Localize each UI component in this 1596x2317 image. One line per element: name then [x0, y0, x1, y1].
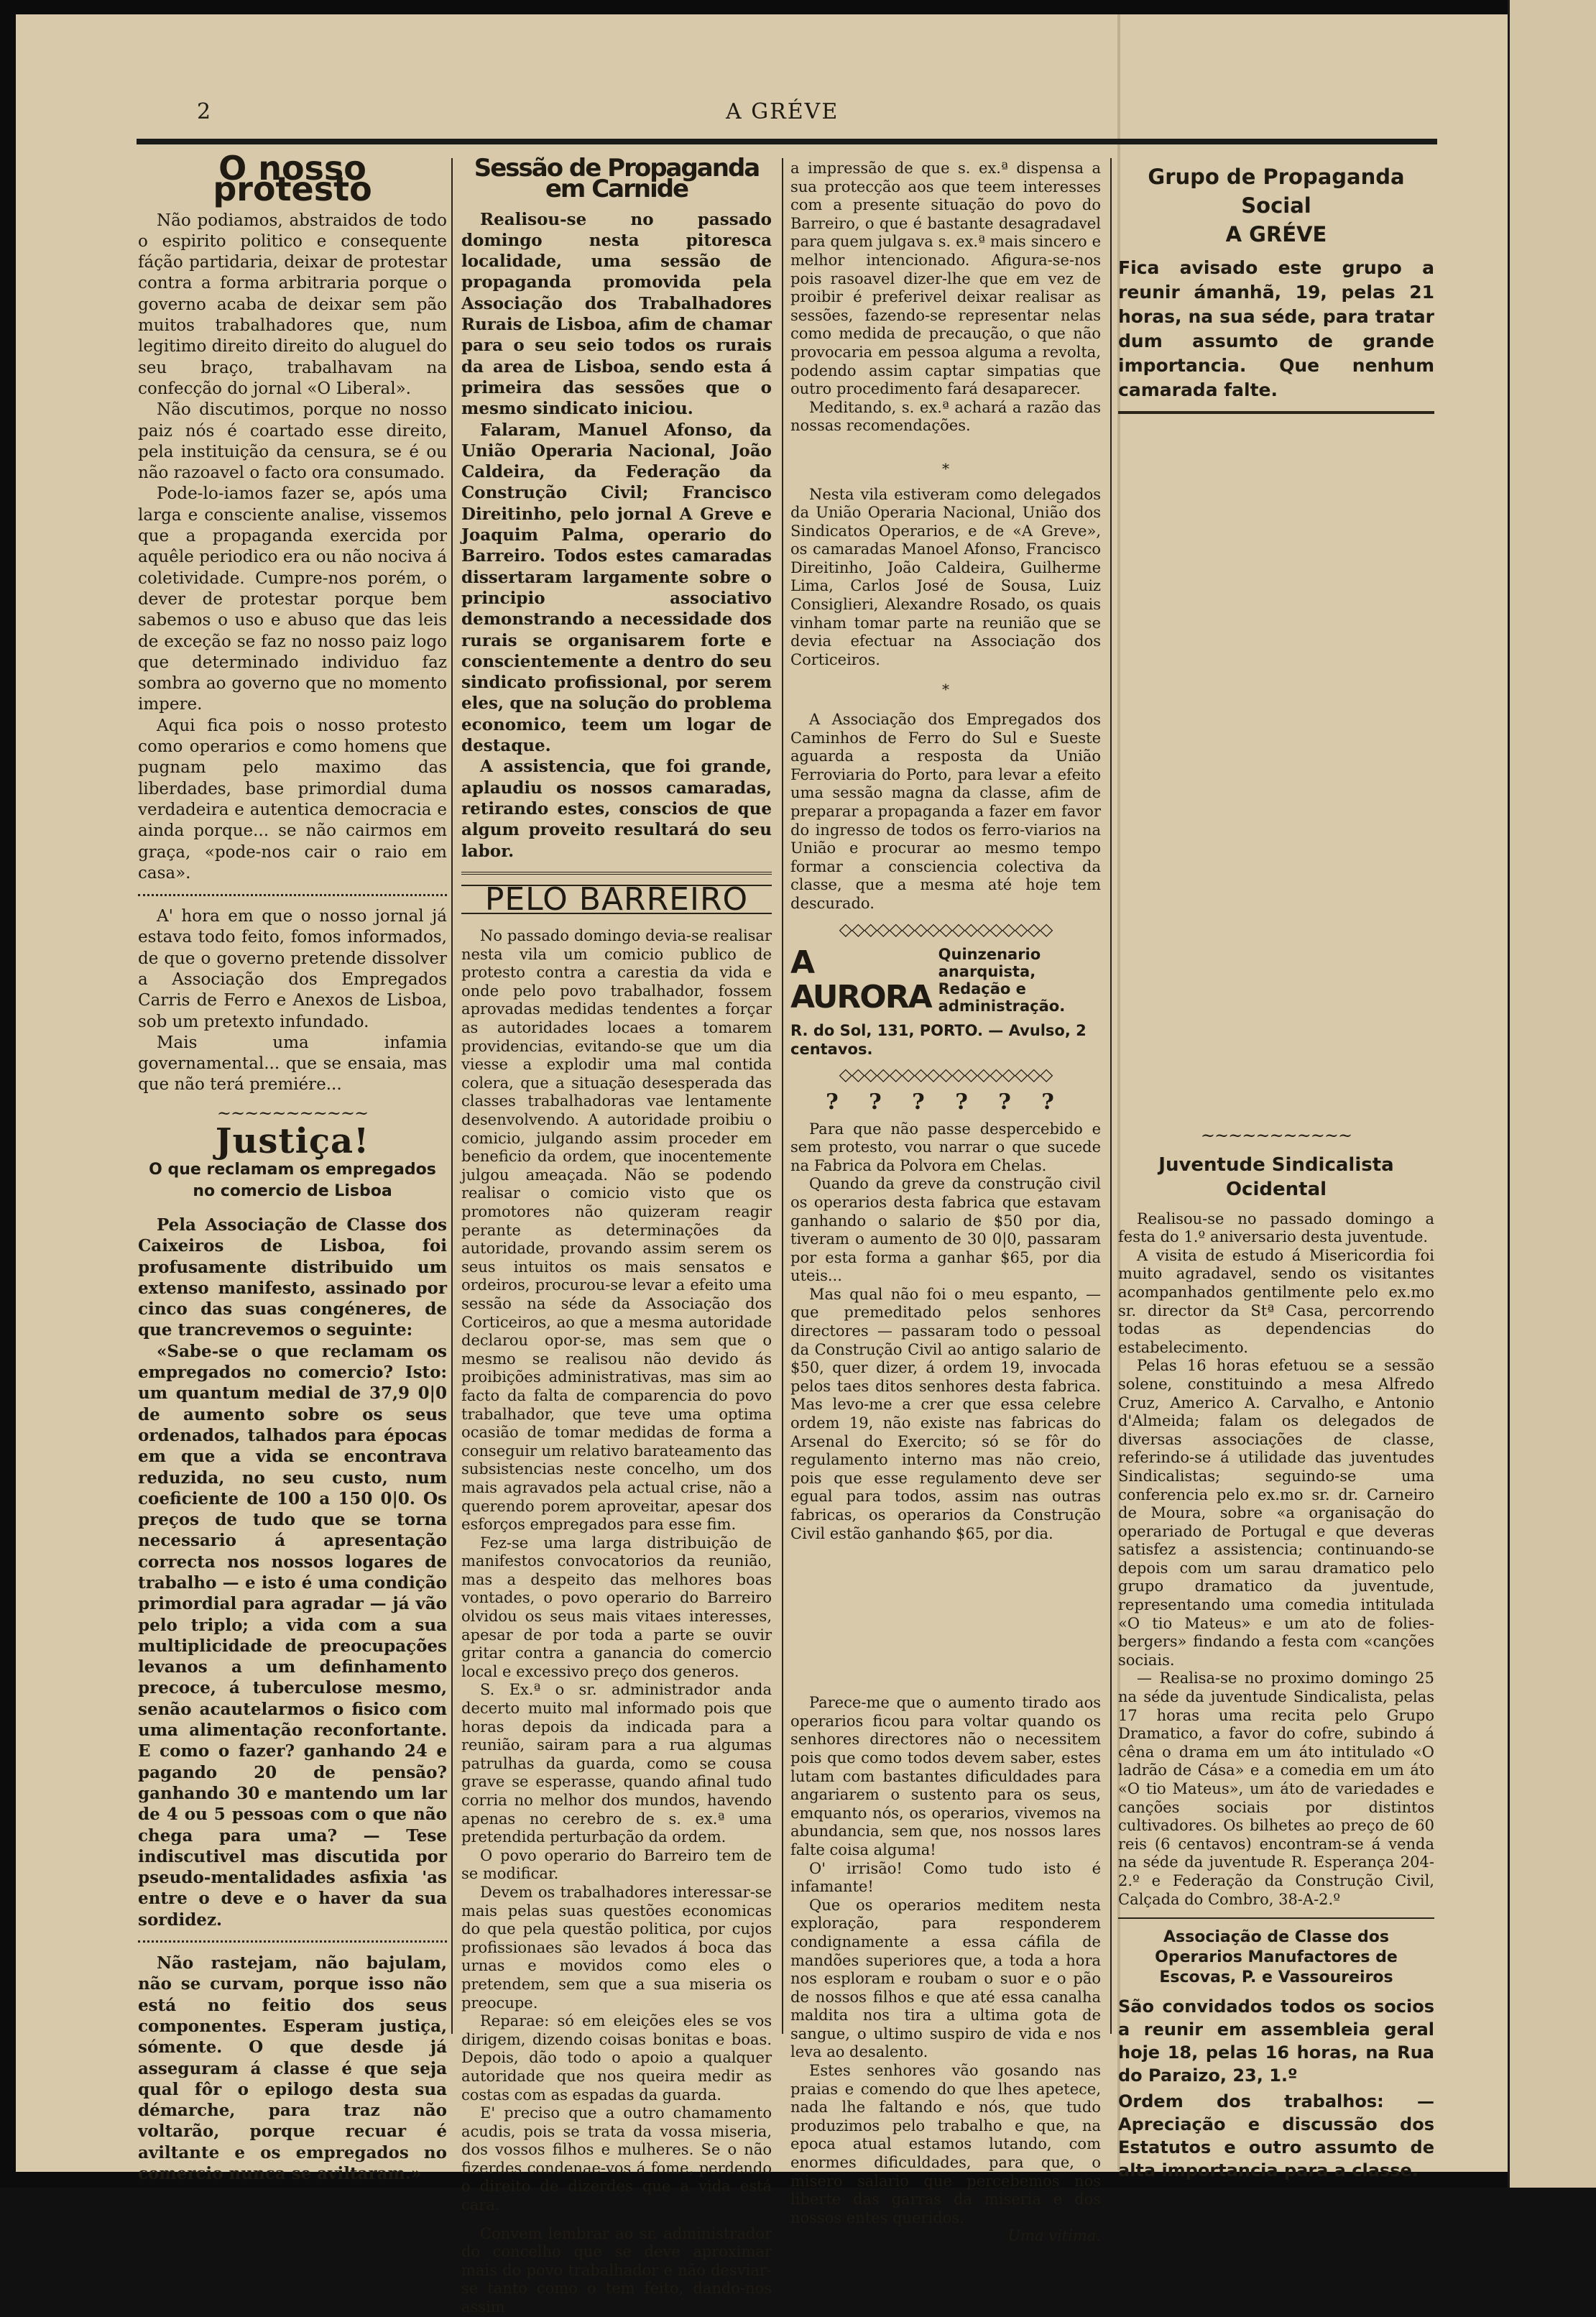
- article-subtitle: O que reclamam os empregados no comercio de Lisboa: [149, 1161, 436, 1200]
- article-body: [138, 211, 447, 1096]
- next-page-edge: [1508, 0, 1596, 2188]
- ornament-divider: ~~~~~~~~~~~: [1200, 1125, 1352, 1146]
- paragraph: No passado domingo devia-se realisar nesta vila um comicio publico de protesto contra a carestia da vida e onde pelo povo trabalhador, fossem aprovadas medidas tendentes a forçar as autoridades locaes a tomarem providencias, evitando-se que um dia viesse a explodir uma mal contida colera, que a situação desesperada das classes trabalhadoras vae lentamente desenvolvendo. A autoridade proibiu o comicio, julgando assim proceder em beneficio da ordem, que inocentemente julgou ameaçada. Não se podendo realisar o comicio visto que os promotores não quizeram reagir perante as determinações da autoridade, provando assim serem os seus intuitos os mais sensatos e ordeiros, procurou-se levar a efeito uma sessão na séde da Associação dos Corticeiros, ao que a mesma autoridade declarou opor-se, mas sem que o mesmo se realisou não devido ás proibições administrativas, mas sim ao facto da falta de comparencia do povo trabalhador, que teve uma optima ocasião de tomar medidas de forma a conseguir um relativo barateamento das subsistencias neste concelho, um dos mais agravados pela actual crise, não a querendo porem aproveitar, apesar dos esforços empregados para esse fim.: [461, 927, 772, 1534]
- article-title: Juventude Sindicalista: [1158, 1153, 1394, 1176]
- paragraph: Devem os trabalhadores interessar-se mais pelas suas questões economicas do que pela questão politica, por cujos profissionaes são levados á boca das urnas e movidos como eles o pretendem, sem que a sua miseria os preocupe.: [461, 1883, 772, 2012]
- article-title: PELO BARREIRO: [461, 885, 772, 914]
- scan-border-top: [0, 0, 1596, 14]
- article-title: O nosso protesto: [213, 149, 372, 209]
- article-body: [461, 927, 772, 2317]
- ornament-divider: ◇◇◇◇◇◇◇◇◇◇◇◇◇◇◇◇◇: [839, 918, 1053, 939]
- paragraph: Fez-se uma larga distribuição de manifestos convocatorios da reunião, mas a despeito das melhores boas vontades, o povo operario do Barreiro olvidou os seus mais vitaes interesses, apesar de por toda a parte se ouvir gritar contra a ganancia do comercio local e excessivo preço dos generos.: [461, 1534, 772, 1680]
- paragraph: Falaram, Manuel Afonso, da União Operaria Nacional, João Caldeira, da Federação da Construção Civil; Francisco Direitinho, pelo jornal A Greve e Joaquim Palma, operario do Barreiro. Todos estes camaradas dissertaram largamente sobre o principio associativo demonstrando a necessidade dos rurais se organisarem forte e conscientemente a dentro do seu sindicato profissional, por serem eles, que na solução do problema economico, teem um logar de destaque.: [461, 420, 772, 756]
- notice-title: Grupo de Propaganda Social: [1148, 165, 1405, 218]
- asterisk-separator: *: [942, 459, 949, 477]
- article-title: Justiça!: [215, 1121, 370, 1162]
- advert-line: Quinzenario anarquista,: [938, 946, 1041, 981]
- paragraph: A visita de estudo á Misericordia foi muito agradavel, sendo os visitantes acompanhados gentilmente pelo ex.mo sr. director da Stª Casa, percorrendo todas as dependencias do estabelecimento.: [1118, 1246, 1434, 1356]
- asterisk-separator: *: [942, 681, 949, 699]
- paragraph: Nesta vila estiveram como delegados da União Operaria Nacional, União dos Sindicatos Operarios, e de «A Greve», os camaradas Manoel Afonso, Francisco Direitinho, João Caldeira, Guilherme Lima, Carlos José de Sousa, Luiz Consiglieri, Alexandre Rosado, os quais vinham tomar parte na reunião que se devia efectuar na Associação dos Corticeiros.: [790, 485, 1101, 668]
- column-1: [138, 149, 447, 2184]
- paragraph: Quando da greve da construção civil os operarios desta fabrica que estavam ganhando o salario de $50 por dia, tiveram o aumento de 30 0|0, passaram por esta forma a ganhar $65, por dia uteis...: [790, 1175, 1101, 1285]
- section-rule: [1118, 411, 1434, 414]
- paragraph: E' preciso que a outro chamamento acudis, pois se trata da vossa miseria, dos vossos filhos e mulheres. Se o não fizerdes condenae-vos á fome, perdendo o direito de dizerdes que a vida está cara.: [461, 2104, 772, 2214]
- article-body: [138, 1953, 447, 2184]
- running-head: [137, 99, 1430, 128]
- paragraph: Realisou-se no passado domingo a festa do 1.º aniversario desta juventude.: [1118, 1210, 1434, 1246]
- column-rule: [451, 158, 453, 2034]
- section-rule: [461, 872, 772, 875]
- paragraph: Pela Associação de Classe dos Caixeiros de Lisboa, foi profusamente distribuido um extenso manifesto, assinado por cinco das suas congéneres, de que trancrevemos o seguinte:: [138, 1215, 447, 1340]
- dotted-separator: [138, 894, 447, 896]
- advert-line: Redação e administração.: [938, 980, 1066, 1015]
- masthead: A GRÉVE: [726, 99, 839, 124]
- paragraph: A assistencia, que foi grande, aplaudiu os nossos camaradas, retirando estes, conscios de que algum proveito resultará do seu labor.: [461, 757, 772, 861]
- scan-border-left: [0, 0, 16, 2188]
- notice-title: A GRÉVE: [1225, 222, 1327, 247]
- notice-title: Associação de Classe dos Operarios Manufactores de Escovas, P. e Vassoureiros: [1155, 1928, 1398, 1987]
- column-rule: [782, 158, 783, 2034]
- article-body: [138, 1215, 447, 1930]
- dotted-separator: [138, 1940, 447, 1943]
- paragraph: O' irrisão! Como tudo isto é infamante!: [790, 1859, 1101, 1896]
- paragraph: Meditando, s. ex.ª achará a razão das nossas recomendações.: [790, 398, 1101, 435]
- paragraph: Não rastejam, não bajulam, não se curvam, porque isso não está no feitio dos seus componentes. Esperam justiça, sómente. O que desde já asseguram á classe é que seja qual fôr o epilogo desta sua démarche, para traz não voltarão, porque recuar é aviltante e os empregados no comercio nunca se aviltaram.»: [138, 1953, 447, 2184]
- article-continuation: [790, 160, 1101, 436]
- article-title: Ocidental: [1225, 1178, 1327, 1200]
- section-rule: [1118, 1917, 1434, 1919]
- paragraph: Reparae: só em eleições eles se vos dirigem, dizendo coisas bonitas e boas. Depois, dão todo o apoio a qualquer autoridade que nos queira medir as costas com as espadas da guarda.: [461, 2012, 772, 2104]
- notice-text: São convidados todos os socios a reunir em assembleia geral hoje 18, pelas 16 horas, na Rua do Paraizo, 23, 1.º: [1118, 1996, 1434, 2086]
- ornament-divider: ◇◇◇◇◇◇◇◇◇◇◇◇◇◇◇◇◇: [839, 1064, 1053, 1085]
- paragraph: Que os operarios meditem nesta exploração, para responderem condignamente a essa cáfila de mandões superiores que, a toda a hora nos esploram e roubam o suor e o pão de nossos filhos e que até essa canalha maldita nos tira a ultima gota de sangue, o ultimo suspiro de vida e nos leva ao desalento.: [790, 1896, 1101, 2061]
- paragraph: A Associação dos Empregados dos Caminhos de Ferro do Sul e Sueste aguarda a resposta da União Ferroviaria do Porto, para levar a efeito uma sessão magna da classe, afim de preparar a propaganda a fazer em favor do ingresso de todos os ferro-viarios na União e procurar ao mesmo tempo formar a consciencia colectiva da classe, que a mesma até hoje tem descurado.: [790, 711, 1101, 912]
- article-title: Sessão de Propaganda em Carnide: [474, 154, 760, 204]
- notice-text: Ordem dos trabalhos: — Apreciação e discussão dos Estatutos e outro assumto de alta importancia para a classe.: [1118, 2091, 1434, 2181]
- paragraph: Não podiamos, abstraidos de todo o espirito politico e consequente fáção partidaria, deixar de protestar contra a forma arbitraria porque o governo acaba de deixar sem pão muitos trabalhadores que, num legitimo direito direito do aluguel do seu braço, trabalhavam na confecção do jornal «O Liberal».: [138, 211, 447, 398]
- signature: Uma vitima.: [1007, 2227, 1101, 2245]
- paragraph: Para que não passe despercebido e sem protesto, vou narrar o que sucede na Fabrica da Polvora em Chelas.: [790, 1120, 1101, 1174]
- column-4: [1118, 162, 1434, 2182]
- paragraph: A' hora em que o nosso jornal já estava todo feito, fomos informados, de que o governo pretende dissolver a Associação dos Empregados Carris de Ferro e Anexos de Lisboa, sob um pretexto infundado.: [138, 907, 447, 1031]
- paragraph: Mais uma infamia governamental... que se ensaia, mas que não terá premiére...: [138, 1033, 447, 1095]
- article-body: [461, 209, 772, 862]
- paragraph: Convem lembrar ao sr. administrador do concelho que se deve aproximar mais do povo trabalhador e não desviar-se tanto como o tem feito, dando-nos assim: [461, 2224, 772, 2316]
- advert-info: [938, 946, 1101, 1015]
- paragraph: Mas qual não foi o meu espanto, — que premeditado pelos senhores directores — passaram todo o pessoal da Construção Civil ao antigo salario de $50, quer dizer, á ordem 19, invocada pelos taes ditos senhores desta fabrica. Mas levo-me a crer que essa celebre ordem 19, não existe nas fabricas do Arsenal do Exercito; só se fôr do regulamento interno mas não creio, pois que esse regulamento deve ser egual para todos, assim nas outras fabricas, os operarios da Construção Civil estão ganhando $65, por dia.: [790, 1285, 1101, 1542]
- paragraph: Pode-lo-iamos fazer se, após uma larga e consciente analise, vissemos que a propaganda exercida por aquêle periodico era ou não nociva á coletividade. Cumpre-nos porém, o dever de protestar porque bem sabemos o uso e abuso que das leis de exceção se faz no nosso paiz logo que determinado individuo faz sombra ao governo que no momento impere.: [138, 484, 447, 714]
- paragraph: Parece-me que o aumento tirado aos operarios ficou para voltar quando os senhores directores não o necessitem pois que como todos devem saber, estes lutam com bastantes dificuldades para angariarem o sustento para os seus, emquanto nós, os operarios, vivemos na abundancia, sem que, nos nossos lares falte coisa alguma!: [790, 1694, 1101, 1858]
- paragraph: Não discutimos, porque no nosso paiz nós é coartado esse direito, pela instituição da censura, se é ou não razoavel o facto ora consumado.: [138, 400, 447, 483]
- column-2: [461, 154, 772, 2317]
- column-3: [790, 160, 1101, 2246]
- page-number: 2: [197, 99, 213, 124]
- paragraph: «Sabe-se o que reclamam os empregados no comercio? Isto: um quantum medial de 37,9 0|0 de aumento sobre os seus ordenados, talhados para épocas em que a vida se encontrava reduzida, no seu custo, num coeficiente de 100 a 150 0|0. Os preços de tudo que se torna necessario á apresentação correcta nos nossos logares de trabalho — e isto é uma condição primordial para agradar — já vão pelo triplo; a vida com a sua multiplicidade de preocupações levanos a um definhamento precoce, á tuberculose mesmo, senão acautelarmos o fisico com uma alimentação reconfortante. E como o fazer? ganhando 24 e pagando 20 de pensão? ganhando 30 e mantendo um lar de 4 ou 5 pessoas com o que não chega para uma? — Tese indiscutivel mas discutida por pseudo-mentalidades asfixia 'as entre o deve e o haver da sua sordidez.: [138, 1341, 447, 1930]
- ornament-divider: ~~~~~~~~~~~: [216, 1102, 369, 1123]
- header-rule: [137, 139, 1437, 144]
- article-title: ? ? ? ? ? ?: [826, 1089, 1066, 1115]
- paragraph: O povo operario do Barreiro tem de se modificar.: [461, 1846, 772, 1883]
- column-rule: [1110, 158, 1112, 2034]
- paragraph: Pelas 16 horas efetuou se a sessão solene, constituindo a mesa Alfredo Cruz, Americo A. Carvalho, e Antonio d'Almeida; falam os delegados de diversas associações de classe, referindo-se á utilidade das juventudes Sindicalistas; seguindo-se uma conferencia pelo ex.mo sr. dr. Carneiro de Moura, sobre «a organisação do operariado de Portugal e que deveras satisfez a assistencia; continuando-se depois com um sarau dramatico pelo grupo dramatico da juventude, representando uma comedia intitulada «O tio Mateus» e um ato de folies-bergers» findando a festa com «canções sociais.: [1118, 1357, 1434, 1669]
- paragraph: Aqui fica pois o nosso protesto como operarios e como homens que pugnam pelo maximo das liberdades, base primordial duma verdadeira e autentica democracia e ainda porque... se não cairmos em graça, «pode-nos cair o raio em casa».: [138, 716, 447, 883]
- paragraph: S. Ex.ª o sr. administrador anda decerto muito mal informado pois que horas depois da indicada para a reunião, sairam para a rua algumas patrulhas da guarda, como se cousa grave se esperasse, quando afinal tudo corria no melhor dos mundos, havendo apenas no cerebro de s. ex.ª uma pretendida perturbação da ordem.: [461, 1681, 772, 1846]
- advert-address: R. do Sol, 131, PORTO. — Avulso, 2 centavos.: [790, 1022, 1087, 1058]
- paragraph: Estes senhores vão gosando nas praias e comendo do que lhes apetece, nada lhe faltando e nós, que tudo produzimos pelo trabalho e que, na epoca atual estamos lutando, com enormes dificuldades, para que, o misero salario que percebemos nos liberte das garras da miseria e dos nossos entes queridos.: [790, 2062, 1101, 2226]
- paragraph: — Realisa-se no proximo domingo 25 na séde da juventude Sindicalista, pelas 17 horas uma recita pelo Grupo Dramatico, a favor do cofre, subindo á cêna o drama em um áto intitulado «O ladrão de Cása» e a comedia em um áto «O tio Mateus», um áto de variedades e canções sociais por distintos cultivadores. Os bilhetes ao preço de 60 reis (6 centavos) encontram-se á venda na séde da juventude R. Esperança 204-2.º e Federação da Construção Civil, Calçada do Combro, 38-A-2.º: [1118, 1669, 1434, 1908]
- advert-title: A AURORA: [790, 944, 931, 1016]
- aurora-advert: [790, 946, 1101, 1015]
- blank-space: [1118, 423, 1434, 1120]
- article-body: [1118, 1210, 1434, 1910]
- article-body: [790, 1120, 1101, 2228]
- paragraph: a impressão de que s. ex.ª dispensa a sua protecção aos que teem interesses com a presente situação do povo do Barreiro, o que é bastante desagradavel para quem julgava s. ex.ª mais sincero e melhor intencionado. Afigura-se-nos pois rasoavel dizer-lhe que em vez de proibir é preferivel deixar realisar as sessões, fazendo-se representar nelas como medida de precaução, o que não provocaria em pessoa alguma a revolta, podendo assim captar simpatias que outro procedimento fará desaparecer.: [790, 160, 1101, 398]
- notice-text: Fica avisado este grupo a reunir ámanhã, 19, pelas 21 horas, na sua séde, para tratar dum assumto de grande importancia. Que nenhum camarada falte.: [1118, 257, 1434, 400]
- paragraph: Realisou-se no passado domingo nesta pitoresca localidade, uma sessão de propaganda promovida pela Associação dos Trabalhadores Rurais de Lisboa, afim de chamar para o seu seio todos os rurais da area de Lisboa, sendo esta á primeira das sessões que o mesmo sindicato iniciou.: [461, 209, 772, 419]
